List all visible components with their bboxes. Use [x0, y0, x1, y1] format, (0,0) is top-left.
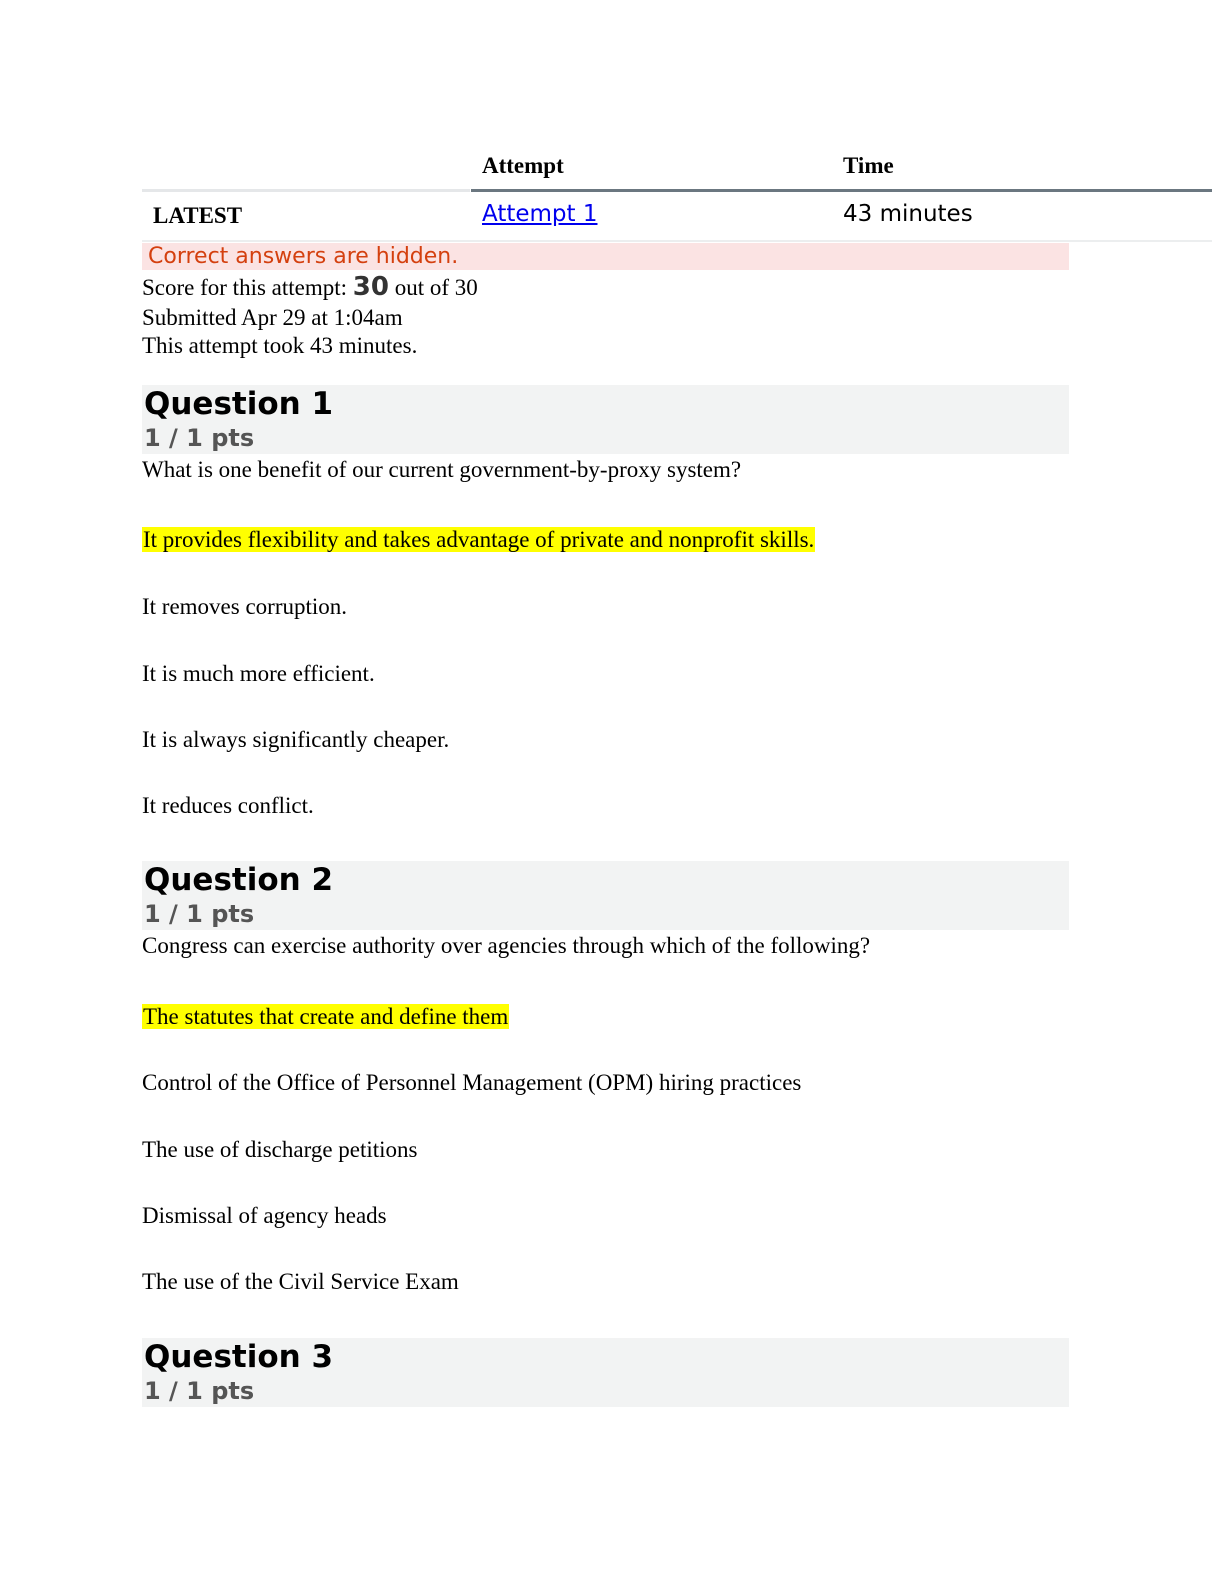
question-2-text: Congress can exercise authority over agencies through which of the following?	[142, 933, 871, 958]
question-2-answer-1	[142, 1003, 509, 1031]
question-2-answer-2: Control of the Office of Personnel Management (OPM) hiring practices	[142, 1070, 802, 1095]
duration-line: This attempt took 43 minutes.	[142, 333, 418, 358]
highlighted-answer: It provides flexibility and takes advantage of private and nonprofit skills.	[143, 527, 815, 552]
question-2-answer-4: Dismissal of agency heads	[142, 1203, 387, 1228]
question-2-title: Question 2	[144, 862, 334, 898]
attempt-time-value: 43 minutes	[843, 201, 973, 227]
question-2-answer-5: The use of the Civil Service Exam	[142, 1269, 459, 1294]
score-suffix: out of 30	[388, 275, 478, 300]
score-value: 30	[352, 272, 389, 302]
question-1-answer-5: It reduces conflict.	[142, 793, 314, 818]
question-2-answer-3: The use of discharge petitions	[142, 1137, 418, 1162]
question-3-header	[142, 1338, 1069, 1407]
score-prefix: Score for this attempt:	[142, 275, 353, 300]
row-divider	[142, 240, 1212, 242]
question-1-answer-2: It removes corruption.	[142, 594, 348, 619]
question-1-answer-1	[142, 526, 815, 554]
question-2-points: 1 / 1 pts	[144, 900, 255, 928]
submitted-line: Submitted Apr 29 at 1:04am	[142, 305, 403, 330]
question-1-text: What is one benefit of our current government-by-proxy system?	[142, 457, 742, 482]
time-column-header: Time	[843, 153, 894, 178]
question-1-points: 1 / 1 pts	[144, 424, 255, 452]
attempt-1-link[interactable]: Attempt 1	[482, 201, 598, 227]
score-line	[142, 273, 478, 302]
question-3-title: Question 3	[144, 1339, 334, 1375]
question-1-answer-3: It is much more efficient.	[142, 661, 375, 686]
attempt-column-header: Attempt	[482, 153, 564, 178]
question-2-header	[142, 861, 1069, 930]
hidden-answers-text: Correct answers are hidden.	[148, 244, 459, 269]
question-1-header	[142, 385, 1069, 454]
header-divider-right	[471, 189, 1212, 192]
latest-row-label: LATEST	[153, 203, 243, 228]
header-divider-left	[142, 189, 470, 192]
highlighted-answer: The statutes that create and define them	[143, 1004, 509, 1029]
question-1-title: Question 1	[144, 386, 334, 422]
question-3-points: 1 / 1 pts	[144, 1377, 255, 1405]
question-1-answer-4: It is always significantly cheaper.	[142, 727, 450, 752]
